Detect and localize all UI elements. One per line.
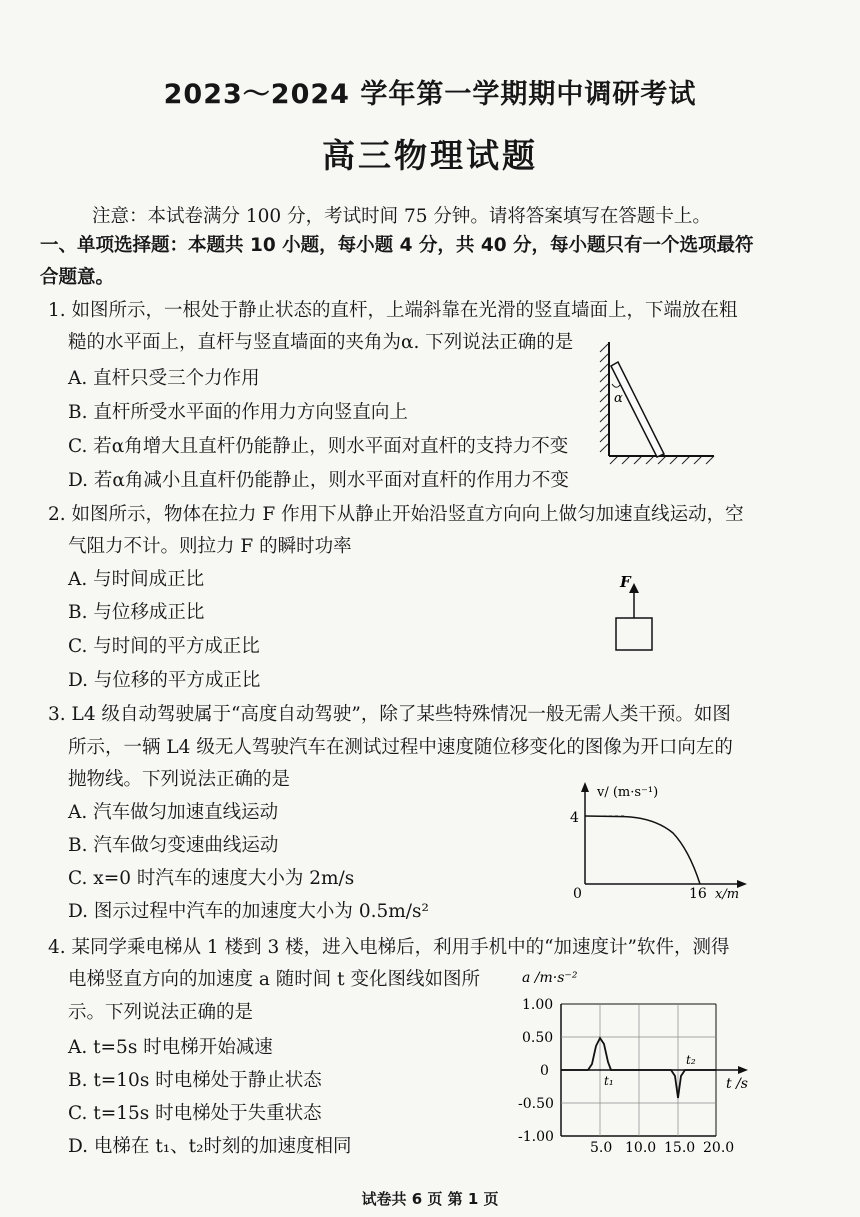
q4-xlabel: t /s xyxy=(726,1076,748,1092)
q1-option-a: A. 直杆只受三个力作用 xyxy=(68,368,260,389)
q4-stem-line2: 电梯竖直方向的加速度 a 随时间 t 变化图线如图所 xyxy=(68,969,480,990)
q3-option-b: B. 汽车做匀变速曲线运动 xyxy=(68,835,279,856)
q4-y-tick-1: 1.00 xyxy=(522,997,554,1013)
q3-stem-line3: 抛物线。下列说法正确的是 xyxy=(68,769,291,790)
q4-y-tick-4: -0.50 xyxy=(518,1096,554,1112)
q4-y-tick-2: 0.50 xyxy=(522,1030,554,1046)
q2-stem-line2: 气阻力不计。则拉力 F 的瞬时功率 xyxy=(68,536,352,557)
q3-option-c: C. x=0 时汽车的速度大小为 2m/s xyxy=(68,868,355,889)
q3-ylabel: v/ (m·s⁻¹) xyxy=(597,785,659,800)
q3-figure-vx-graph xyxy=(565,778,750,904)
page-footer: 试卷共 6 页 第 1 页 xyxy=(361,1190,499,1208)
section-heading: 一、单项选择题：本题共 10 小题，每小题 4 分，共 40 分，每小题只有一个选项最符 xyxy=(40,235,754,256)
q4-t1-label: t₁ xyxy=(604,1074,614,1088)
q4-y-tick-5: -1.00 xyxy=(518,1129,554,1145)
q1-stem-line1: 1. 如图所示，一根处于静止状态的直杆，上端斜靠在光滑的竖直墙面上，下端放在粗 xyxy=(48,300,738,321)
q4-option-a: A. t=5s 时电梯开始减速 xyxy=(68,1037,273,1058)
q4-t2-label: t₂ xyxy=(686,1053,696,1067)
q4-x-tick-2: 10.0 xyxy=(625,1140,657,1156)
q2-stem-line1: 2. 如图所示，物体在拉力 F 作用下从静止开始沿竖直方向向上做匀加速直线运动，空 xyxy=(48,504,744,525)
subject-title: 高三物理试题 xyxy=(322,136,538,175)
q3-option-d: D. 图示过程中汽车的加速度大小为 0.5m/s² xyxy=(68,901,429,922)
q4-stem-line1: 4. 某同学乘电梯从 1 楼到 3 楼，进入电梯后，利用手机中的“加速度计”软件，测得 xyxy=(48,937,730,958)
q1-figure-rod xyxy=(598,338,716,466)
q4-x-tick-4: 20.0 xyxy=(703,1140,735,1156)
q2-figure-block xyxy=(604,570,664,678)
q4-option-b: B. t=10s 时电梯处于静止状态 xyxy=(68,1070,322,1091)
q1-angle-label: α xyxy=(614,391,623,406)
q2-option-b: B. 与位移成正比 xyxy=(68,602,205,623)
q2-option-d: D. 与位移的平方成正比 xyxy=(68,670,261,691)
notice: 注意：本试卷满分 100 分，考试时间 75 分钟。请将答案填写在答题卡上。 xyxy=(92,206,711,227)
q4-ylabel: a /m·s⁻² xyxy=(522,970,578,986)
q4-figure-at-graph xyxy=(510,966,770,1156)
q2-force-label: F xyxy=(620,573,631,591)
section-heading-cont: 合题意。 xyxy=(40,267,115,288)
exam-title: 2023～2024 学年第一学期期中调研考试 xyxy=(163,79,697,110)
q3-y-tick: 4 xyxy=(570,810,579,826)
q2-option-a: A. 与时间成正比 xyxy=(68,569,205,590)
q3-option-a: A. 汽车做匀加速直线运动 xyxy=(68,802,279,823)
q2-option-c: C. 与时间的平方成正比 xyxy=(68,636,260,657)
q1-option-b: B. 直杆所受水平面的作用力方向竖直向上 xyxy=(68,402,408,423)
q4-x-tick-3: 15.0 xyxy=(664,1140,696,1156)
q4-option-c: C. t=15s 时电梯处于失重状态 xyxy=(68,1103,322,1124)
q4-y-tick-3: 0 xyxy=(540,1063,549,1079)
q3-stem-line2: 所示，一辆 L4 级无人驾驶汽车在测试过程中速度随位移变化的图像为开口向左的 xyxy=(68,737,733,758)
q1-stem-line2: 糙的水平面上，直杆与竖直墙面的夹角为α. 下列说法正确的是 xyxy=(68,332,574,353)
q1-option-c: C. 若α角增大且直杆仍能静止，则水平面对直杆的支持力不变 xyxy=(68,436,569,457)
q4-option-d: D. 电梯在 t₁、t₂时刻的加速度相同 xyxy=(68,1136,352,1157)
q3-stem-line1: 3. L4 级自动驾驶属于“高度自动驾驶”，除了某些特殊情况一般无需人类干预。如图 xyxy=(48,704,731,725)
q3-xlabel: x/m xyxy=(715,887,740,902)
q3-origin: 0 xyxy=(573,886,582,902)
q3-x-tick: 16 xyxy=(689,886,707,902)
q1-option-d: D. 若α角减小且直杆仍能静止，则水平面对直杆的作用力不变 xyxy=(68,470,569,491)
q4-stem-line3: 示。下列说法正确的是 xyxy=(68,1002,254,1023)
q4-x-tick-1: 5.0 xyxy=(590,1140,613,1156)
